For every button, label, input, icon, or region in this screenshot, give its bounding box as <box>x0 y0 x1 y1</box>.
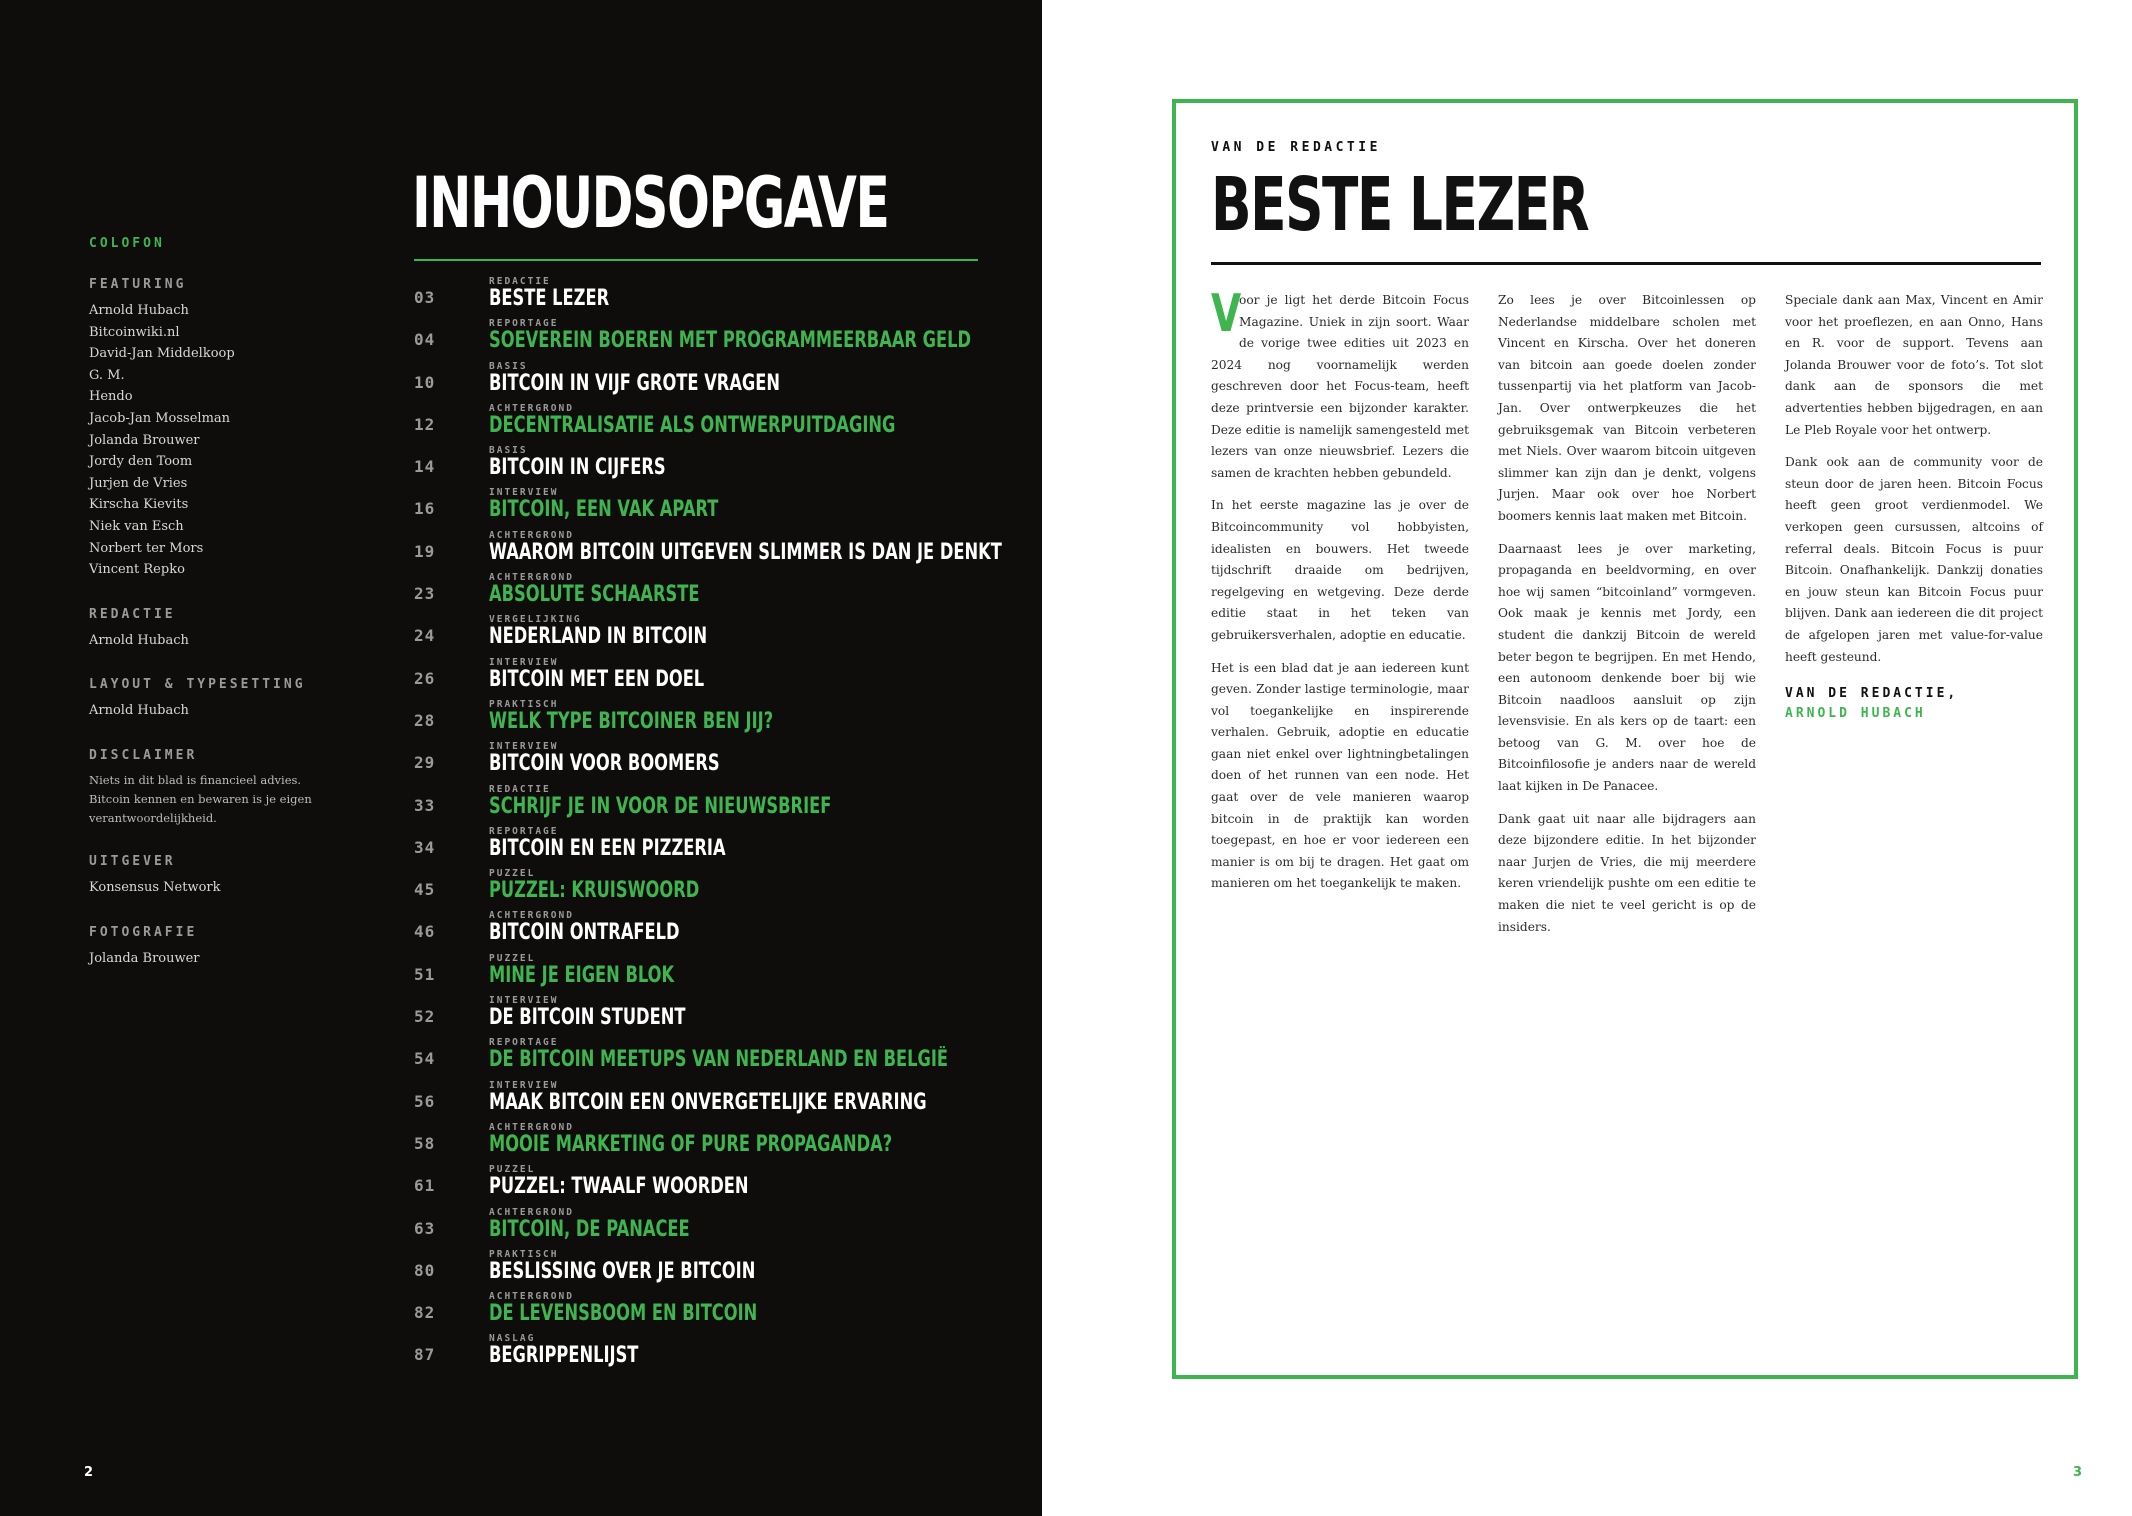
toc-article-title[interactable]: BITCOIN VOOR BOOMERS <box>489 751 720 777</box>
toc-entry[interactable] <box>414 782 1034 824</box>
toc-category: INTERVIEW <box>489 741 559 753</box>
toc-page-number: 24 <box>414 626 436 646</box>
toc-entry[interactable] <box>414 570 1034 612</box>
toc-entry[interactable] <box>414 951 1034 993</box>
toc-category: ACHTERGROND <box>489 529 574 541</box>
toc-article-title[interactable]: BITCOIN ONTRAFELD <box>489 920 680 946</box>
page-number-right: 3 <box>2073 1465 2083 1480</box>
toc-category: PUZZEL <box>489 868 536 880</box>
toc-entry[interactable] <box>414 1247 1034 1289</box>
toc-category: REPORTAGE <box>489 825 559 837</box>
toc-page-number: 33 <box>414 795 436 815</box>
toc-article-title[interactable]: ABSOLUTE SCHAARSTE <box>489 582 700 608</box>
left-page <box>0 0 1042 1516</box>
article-title: BESTE LEZER <box>1211 162 1589 248</box>
page-number-left: 2 <box>84 1465 94 1480</box>
toc-page-number: 82 <box>414 1303 436 1323</box>
toc-category: INTERVIEW <box>489 487 559 499</box>
article-column-3 <box>1785 290 2043 724</box>
toc-entry[interactable] <box>414 274 1034 316</box>
toc-category: INTERVIEW <box>489 1079 559 1091</box>
toc-article-title[interactable]: SOEVEREIN BOEREN MET PROGRAMMEERBAAR GELD <box>489 328 971 354</box>
toc-entry[interactable] <box>414 1035 1034 1077</box>
article-paragraph: In het eerste magazine las je over de Bitcoincommunity vol hobbyisten, idealisten en bouwers. Het tweede tijdschrift draaide om bedrijven, regelgeving en wetgeving. Deze derde editie staat in het teken van gebruikersverhalen, adoptie en educatie. <box>1211 498 1469 642</box>
article-divider <box>1211 262 2041 265</box>
toc-category: REPORTAGE <box>489 1037 559 1049</box>
toc-page-number: 87 <box>414 1345 436 1365</box>
toc-article-title[interactable]: BEGRIPPENLIJST <box>489 1343 639 1369</box>
article-paragraph: Daarnaast lees je over marketing, propaganda en beeldvorming, en over hoe wij samen “bitcoinland” vormgeven. Ook maak je kennis met Jordy, een student die dankzij Bitcoin de wereld beter begon te begrijpen. En met Hendo, een autonoom denkende boer bij wie Bitcoin naadloos aansluit op zijn levensvisie. En als kers op de taart: een betoog van G. M. over hoe de Bitcoinfilosofie je anders naar de wereld laat kijken in De Panacee. <box>1498 541 1756 794</box>
toc-page-number: 52 <box>414 1007 436 1027</box>
article-paragraph: Het is een blad dat je aan iedereen kunt geven. Zonder lastige terminologie, maar vol toegankelijke en inspirerende verhalen. Gebruik, adoptie en educatie gaan niet enkel over lightningbetalingen doen of het runnen van een node. Het gaat over de vele manieren waarop bitcoin in de praktijk kan worden toegepast, en hoe er voor iedereen een manier is om bij te dragen. Het gaat om manieren om het toegankelijk te maken. <box>1211 660 1469 891</box>
toc-page-number: 46 <box>414 922 436 942</box>
toc-title: INHOUDSOPGAVE <box>412 162 889 244</box>
toc-page-number: 51 <box>414 964 436 984</box>
toc-article-title[interactable]: PUZZEL: KRUISWOORD <box>489 878 700 904</box>
colofon-item: Jacob-Jan Mosselman <box>89 410 231 426</box>
toc-article-title[interactable]: DECENTRALISATIE ALS ONTWERPUITDAGING <box>489 412 896 438</box>
colofon-section <box>89 748 339 828</box>
toc-page-number: 04 <box>414 330 436 350</box>
toc-page-number: 58 <box>414 1133 436 1153</box>
signoff-line: VAN DE REDACTIE, <box>1785 686 1959 702</box>
colofon-title: COLOFON <box>89 236 165 251</box>
colofon-item: Bitcoinwiki.nl <box>89 324 180 340</box>
toc-category: ACHTERGROND <box>489 1291 574 1303</box>
toc-article-title[interactable]: WAAROM BITCOIN UITGEVEN SLIMMER IS DAN JE DENKT <box>489 539 1002 565</box>
toc-entry[interactable] <box>414 359 1034 401</box>
drop-cap: V <box>1211 284 1242 344</box>
toc-category: ACHTERGROND <box>489 1121 574 1133</box>
toc-entry[interactable] <box>414 1078 1034 1120</box>
toc-category: ACHTERGROND <box>489 402 574 414</box>
article-paragraph: Dank ook aan de community voor de steun door de jaren heen. Bitcoin Focus heeft geen groot verdienmodel. We verkopen geen cursussen, altcoins of referral deals. Bitcoin Focus is puur Bitcoin. Onafhankelijk. Dankzij donaties en jouw steun kan Bitcoin Focus puur blijven. Dank aan iedereen die dit project de afgelopen jaren met value-for-value heeft gesteund. <box>1785 455 2043 664</box>
toc-page-number: 29 <box>414 753 436 773</box>
toc-entry[interactable] <box>414 485 1034 527</box>
toc-entry[interactable] <box>414 655 1034 697</box>
toc-article-title[interactable]: NEDERLAND IN BITCOIN <box>489 624 708 650</box>
toc-article-title[interactable]: PUZZEL: TWAALF WOORDEN <box>489 1174 749 1200</box>
toc-article-title[interactable]: BESTE LEZER <box>489 286 610 311</box>
toc-entry[interactable] <box>414 443 1034 485</box>
toc-page-number: 26 <box>414 668 436 688</box>
colofon-section-heading: FOTOGRAFIE <box>89 924 198 940</box>
colofon-section-heading: DISCLAIMER <box>89 747 198 763</box>
colofon-item: David-Jan Middelkoop <box>89 346 235 362</box>
toc-article-title[interactable]: BITCOIN MET EEN DOEL <box>489 666 705 692</box>
toc-category: NASLAG <box>489 1333 536 1345</box>
colofon-item: G. M. <box>89 367 125 383</box>
toc-category: PUZZEL <box>489 1164 536 1176</box>
toc-page-number: 56 <box>414 1091 436 1111</box>
toc-entry[interactable] <box>414 1162 1034 1204</box>
toc-article-title[interactable]: MOOIE MARKETING OF PURE PROPAGANDA? <box>489 1131 893 1157</box>
toc-page-number: 34 <box>414 837 436 857</box>
toc-article-title[interactable]: BITCOIN IN CIJFERS <box>489 455 666 481</box>
toc-category: ACHTERGROND <box>489 910 574 922</box>
article-paragraph: oor je ligt het derde Bitcoin Focus Magazine. Uniek in zijn soort. Waar de vorige twee edities uit 2023 en 2024 nog voornamelijk werden geschreven door het Focus-team, heeft deze printversie een bijzonder karakter. Deze editie is namelijk samengesteld met lezers van onze nieuwsbrief. Lezers die samen de krachten hebben gebundeld. <box>1211 293 1469 480</box>
toc-entry[interactable] <box>414 1205 1034 1247</box>
colofon-item: Arnold Hubach <box>89 303 189 318</box>
colofon-disclaimer-text: Niets in dit blad is financieel advies. Bitcoin kennen en bewaren is je eigen verantwoordelijkheid. <box>89 772 312 825</box>
toc-category: INTERVIEW <box>489 995 559 1007</box>
colofon-sections <box>89 277 339 969</box>
toc-page-number: 14 <box>414 457 436 477</box>
toc-category: VERGELIJKING <box>489 614 582 626</box>
toc-page-number: 45 <box>414 880 436 900</box>
toc-category: PUZZEL <box>489 952 536 964</box>
toc-entry[interactable] <box>414 908 1034 950</box>
colofon <box>89 236 339 995</box>
toc-entry[interactable] <box>414 824 1034 866</box>
toc-article-title[interactable]: MINE JE EIGEN BLOK <box>489 962 675 988</box>
toc-article-title[interactable]: DE LEVENSBOOM EN BITCOIN <box>489 1301 758 1327</box>
toc-entry[interactable] <box>414 739 1034 781</box>
toc-article-title[interactable]: MAAK BITCOIN EEN ONVERGETELIJKE ERVARING <box>489 1089 927 1115</box>
toc-entry[interactable] <box>414 316 1034 358</box>
colofon-item: Niek van Esch <box>89 518 184 534</box>
toc-page-number: 23 <box>414 584 436 604</box>
toc-category: BASIS <box>489 445 528 457</box>
colofon-item: Jordy den Toom <box>89 454 193 470</box>
toc-article-title[interactable]: BITCOIN, DE PANACEE <box>489 1216 690 1242</box>
colofon-item: Jolanda Brouwer <box>89 432 200 448</box>
toc-page-number: 80 <box>414 1260 436 1280</box>
toc-entry[interactable] <box>414 1289 1034 1331</box>
colofon-section-heading: UITGEVER <box>89 853 176 869</box>
colofon-item: Norbert ter Mors <box>89 540 204 556</box>
toc-page-number: 54 <box>414 1049 436 1069</box>
toc-category: INTERVIEW <box>489 656 559 668</box>
toc-page-number: 61 <box>414 1176 436 1196</box>
toc-page-number: 03 <box>414 288 436 307</box>
toc-divider <box>414 259 978 261</box>
toc-article-title[interactable]: DE BITCOIN MEETUPS VAN NEDERLAND EN BELGIË <box>489 1047 949 1073</box>
toc-category: REDACTIE <box>489 783 551 795</box>
toc-category: ACHTERGROND <box>489 1206 574 1218</box>
article-paragraph: Dank gaat uit naar alle bijdragers aan deze bijzondere editie. In het bijzonder naar Jurjen de Vries, die mij meerdere keren vriendelijk pushte om een editie te maken die niet te veel gericht is op de insiders. <box>1498 811 1756 934</box>
colofon-section-heading: REDACTIE <box>89 606 176 622</box>
colofon-item: Arnold Hubach <box>89 703 189 719</box>
table-of-contents <box>414 274 1034 1374</box>
toc-entry[interactable] <box>414 1331 1034 1373</box>
article-column-2 <box>1498 290 1756 949</box>
article-paragraph-block <box>1211 284 1469 484</box>
toc-entry[interactable] <box>414 528 1034 570</box>
toc-page-number: 16 <box>414 499 436 519</box>
toc-article-title[interactable]: DE BITCOIN STUDENT <box>489 1005 686 1031</box>
toc-category: BASIS <box>489 360 528 372</box>
toc-article-title[interactable]: BITCOIN, EEN VAK APART <box>489 497 719 523</box>
toc-article-title[interactable]: BESLISSING OVER JE BITCOIN <box>489 1258 756 1284</box>
toc-page-number: 12 <box>414 414 436 434</box>
colofon-item: Hendo <box>89 389 133 405</box>
article-paragraph: Speciale dank aan Max, Vincent en Amir voor het proeflezen, en aan Onno, Hans en R. voor de support. Tevens aan Jolanda Brouwer voor de foto’s. Tot slot dank aan de sponsors die met advertenties hebben bijgedragen, en aan Le Pleb Royale voor het ontwerp. <box>1785 293 2043 437</box>
colofon-item: Jolanda Brouwer <box>89 950 200 966</box>
toc-category: REPORTAGE <box>489 318 559 330</box>
colofon-section <box>89 854 339 899</box>
toc-entry[interactable] <box>414 866 1034 908</box>
colofon-item: Kirscha Kievits <box>89 497 189 513</box>
toc-article-title[interactable]: BITCOIN IN VIJF GROTE VRAGEN <box>489 370 781 396</box>
toc-entry[interactable] <box>414 401 1034 443</box>
toc-page-number: 28 <box>414 710 436 730</box>
colofon-section-heading: LAYOUT & TYPESETTING <box>89 677 306 693</box>
toc-entry[interactable] <box>414 993 1034 1035</box>
colofon-section-heading: FEATURING <box>89 277 187 292</box>
toc-page-number: 19 <box>414 541 436 561</box>
colofon-item: Konsensus Network <box>89 879 221 895</box>
toc-article-title[interactable]: WELK TYPE BITCOINER BEN JIJ? <box>489 708 774 734</box>
toc-entry[interactable] <box>414 697 1034 739</box>
toc-article-title[interactable]: BITCOIN EN EEN PIZZERIA <box>489 835 726 861</box>
toc-entry[interactable] <box>414 1120 1034 1162</box>
article-column-1 <box>1211 284 1469 906</box>
toc-entry[interactable] <box>414 612 1034 654</box>
article-paragraph: Zo lees je over Bitcoinlessen op Nederlandse middelbare scholen met Vincent en Kirscha. Over het doneren van bitcoin aan goede doelen zonder tussenpartij via het platform van Jacob-Jan. Over ontwerpkeuzes die het gebruiksgemak van Bitcoin verbeteren met Niels. Over waarom bitcoin uitgeven slimmer kan zijn dan je denkt, volgens Jurjen. Maar ook over hoe Norbert boomers kennis laat maken met Bitcoin. <box>1498 293 1756 523</box>
colofon-item: Jurjen de Vries <box>89 475 188 491</box>
toc-category: REDACTIE <box>489 276 551 287</box>
article-kicker: VAN DE REDACTIE <box>1211 140 1381 155</box>
toc-article-title[interactable]: SCHRIJF JE IN VOOR DE NIEUWSBRIEF <box>489 793 832 819</box>
toc-page-number: 63 <box>414 1218 436 1238</box>
toc-category: PRAKTISCH <box>489 1248 559 1260</box>
toc-category: PRAKTISCH <box>489 698 559 710</box>
colofon-item: Vincent Repko <box>89 562 185 578</box>
toc-category: ACHTERGROND <box>489 572 574 584</box>
colofon-section <box>89 925 339 970</box>
signoff-author: ARNOLD HUBACH <box>1785 706 1926 722</box>
colofon-section <box>89 677 339 722</box>
colofon-section <box>89 607 339 652</box>
toc-page-number: 10 <box>414 372 436 392</box>
colofon-item: Arnold Hubach <box>89 632 189 648</box>
colofon-section <box>89 277 339 581</box>
